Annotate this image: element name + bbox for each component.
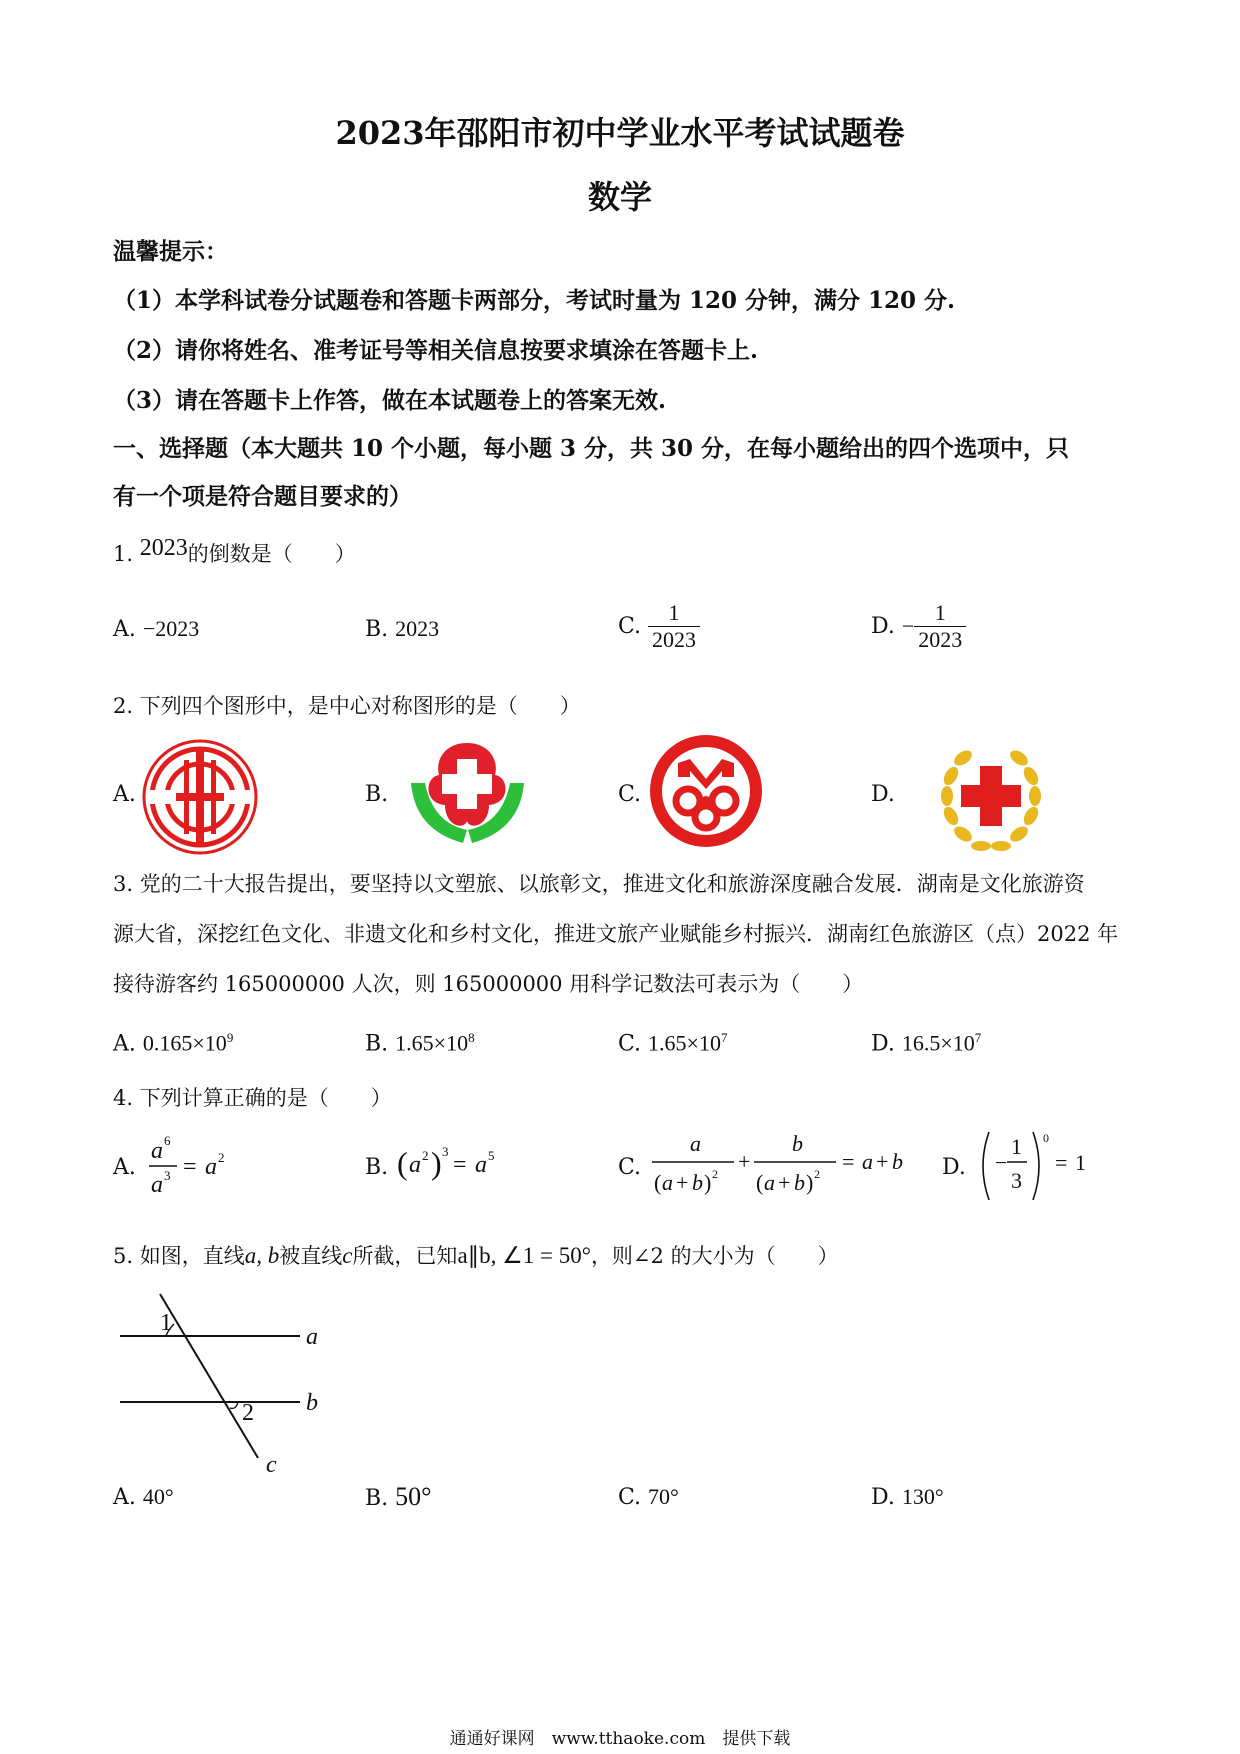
footer-source: 通通好课网 www.tthaoke.com 提供下载 [449, 1729, 791, 1749]
option-letter: A. [113, 617, 136, 642]
q5-stem [113, 1240, 839, 1270]
tip-3: （3）请在答题卡上作答，做在本试题卷上的答案无效. [113, 387, 667, 414]
q5-condition: a∥b, ∠1 = 50° [457, 1243, 591, 1268]
option-letter: B. [365, 1486, 389, 1511]
svg-text:1: 1 [1075, 1150, 1086, 1175]
q5-option-c[interactable] [618, 1484, 679, 1510]
svg-text:(: ( [756, 1170, 764, 1195]
exponent: 7 [974, 1030, 982, 1045]
fraction [914, 600, 966, 653]
q1-value: 2023 [139, 535, 188, 561]
option-value: 1.65×10 [648, 1030, 721, 1056]
svg-text:3: 3 [164, 1168, 171, 1183]
option-letter: B. [365, 617, 389, 642]
q4-option-c-letter: C. [618, 1155, 642, 1180]
q1-option-a[interactable] [113, 616, 199, 642]
svg-text:2: 2 [712, 1167, 718, 1181]
q2-option-b-logo[interactable] [405, 735, 530, 851]
option-letter: A. [113, 1485, 136, 1510]
q1-option-b[interactable] [365, 616, 439, 642]
svg-text:0: 0 [1043, 1131, 1049, 1145]
svg-text:=: = [453, 1152, 467, 1178]
svg-text:3: 3 [1011, 1168, 1022, 1193]
svg-text:6: 6 [164, 1133, 171, 1148]
exponent: 9 [226, 1030, 234, 1045]
numerator: 1 [648, 600, 700, 627]
q4-option-d-formula[interactable] [975, 1124, 1095, 1208]
option-value: −2023 [142, 616, 200, 641]
q2-option-c-letter: C. [618, 782, 642, 807]
option-value: 0.165×10 [142, 1030, 227, 1056]
tip-2: （2）请你将姓名、准考证号等相关信息按要求填涂在答题卡上. [113, 337, 759, 364]
svg-text:+: + [676, 1170, 689, 1195]
svg-text:2: 2 [218, 1150, 225, 1165]
svg-text:): ) [704, 1170, 712, 1195]
q1-option-c[interactable] [618, 600, 700, 653]
svg-text:+: + [738, 1149, 751, 1174]
q5-line-c: c [342, 1243, 353, 1268]
svg-text:a: a [205, 1154, 217, 1180]
option-letter: C. [618, 614, 642, 639]
option-letter: D. [871, 1485, 895, 1510]
svg-text:2: 2 [422, 1148, 429, 1163]
q2-option-c-logo[interactable] [648, 733, 764, 849]
q1-option-d[interactable] [871, 600, 966, 653]
svg-text:b: b [692, 1170, 703, 1195]
svg-text:a: a [151, 1138, 163, 1164]
svg-text:=: = [183, 1154, 197, 1180]
tip-1: （1）本学科试卷分试题卷和答题卡两部分，考试时量为 120 分钟，满分 120 分. [113, 287, 956, 314]
svg-text:b: b [892, 1149, 903, 1174]
svg-text:(: ( [397, 1145, 408, 1181]
q2-option-a-logo[interactable] [141, 738, 259, 856]
svg-text:b: b [792, 1131, 803, 1156]
q3-option-a[interactable] [113, 1030, 233, 1056]
q3-option-c[interactable] [618, 1030, 727, 1056]
q4-option-b-formula[interactable] [395, 1140, 515, 1190]
q1-number: 1. [113, 542, 134, 566]
q5-text: ，则∠2 的大小为（ ） [590, 1244, 839, 1268]
exam-title: 2023年邵阳市初中学业水平考试试题卷 [335, 114, 905, 152]
q2-stem: 2. 下列四个图形中，是中心对称图形的是（ ） [113, 694, 581, 718]
q5-option-b[interactable] [365, 1482, 432, 1512]
q5-text: 5. 如图，直线 [113, 1244, 245, 1268]
svg-text:): ) [806, 1170, 814, 1195]
q4-option-c-formula[interactable] [648, 1124, 928, 1208]
svg-text:+: + [876, 1149, 889, 1174]
svg-text:a: a [862, 1149, 873, 1174]
svg-text:a: a [690, 1131, 701, 1156]
q4-option-a-formula[interactable] [145, 1128, 245, 1208]
svg-text:(: ( [654, 1170, 662, 1195]
q2-option-b-letter: B. [365, 782, 389, 807]
q2-option-d-letter: D. [871, 782, 895, 807]
svg-text:3: 3 [442, 1144, 449, 1159]
option-value: 40° [142, 1484, 174, 1509]
option-value: 130° [901, 1484, 944, 1509]
option-value: 1.65×10 [395, 1030, 469, 1056]
option-letter: D. [871, 1031, 895, 1057]
svg-text:a: a [151, 1172, 163, 1198]
svg-text:−: − [995, 1150, 1008, 1175]
svg-text:a: a [475, 1152, 487, 1178]
q5-text: 被直线 [279, 1244, 343, 1268]
minus-sign: − [901, 613, 915, 639]
svg-text:): ) [431, 1145, 442, 1181]
q5-figure [110, 1290, 330, 1475]
svg-text:b: b [794, 1170, 805, 1195]
q3-stem-line3: 接待游客约 165000000 人次，则 165000000 用科学记数法可表示为（ ） [113, 972, 864, 996]
q3-stem-line1: 3. 党的二十大报告提出，要坚持以文塑旅、以旅彰文，推进文化和旅游深度融合发展．湖南是文化旅游资 [113, 872, 1085, 896]
line-c-label: c [266, 1452, 277, 1475]
q3-stem-line2: 源大省，深挖红色文化、非遗文化和乡村文化，推进文旅产业赋能乡村振兴．湖南红色旅游区（点）2022 年 [113, 922, 1119, 946]
svg-text:a: a [764, 1170, 775, 1195]
option-value: 50° [395, 1482, 432, 1511]
option-value: 2023 [395, 616, 440, 641]
option-letter: A. [113, 1031, 136, 1057]
svg-text:+: + [778, 1170, 791, 1195]
q1-text: 的倒数是（ ） [187, 542, 356, 566]
section-heading-line1: 一、选择题（本大题共 10 个小题，每小题 3 分，共 30 分，在每小题给出的四个选项中，只 [113, 435, 1070, 462]
subject-title: 数学 [587, 178, 652, 216]
option-value: 70° [648, 1484, 679, 1509]
q5-text: 所截，已知 [352, 1244, 458, 1268]
option-letter: C. [618, 1485, 642, 1510]
q5-option-d[interactable] [871, 1484, 944, 1510]
q2-option-d-logo[interactable] [933, 738, 1049, 854]
svg-text:a: a [662, 1170, 673, 1195]
exponent: 8 [468, 1030, 475, 1045]
option-letter: D. [871, 614, 895, 639]
q1-stem [113, 535, 356, 568]
q4-option-d-letter: D. [942, 1155, 966, 1180]
exponent: 7 [720, 1030, 728, 1045]
q3-option-d[interactable] [871, 1030, 981, 1056]
angle-2-label: 2 [242, 1400, 254, 1426]
q4-option-a-letter: A. [113, 1155, 136, 1180]
q4-stem: 4. 下列计算正确的是（ ） [113, 1086, 392, 1110]
line-b-label: b [306, 1390, 318, 1416]
option-letter: C. [618, 1031, 642, 1057]
svg-text:=: = [1055, 1150, 1068, 1175]
q5-lines-ab: a, b [244, 1243, 280, 1268]
svg-text:1: 1 [1011, 1134, 1022, 1159]
numerator: 1 [914, 600, 966, 627]
svg-text:a: a [409, 1152, 421, 1178]
section-heading-line2: 有一个项是符合题目要求的） [113, 483, 412, 510]
line-a-label: a [306, 1324, 318, 1350]
option-value: 16.5×10 [901, 1030, 975, 1056]
tips-heading: 温馨提示： [113, 238, 228, 265]
q3-option-b[interactable] [365, 1030, 475, 1056]
option-letter: B. [365, 1031, 389, 1057]
q2-option-a-letter: A. [113, 782, 136, 807]
line-c [160, 1294, 258, 1458]
fraction [648, 600, 700, 653]
svg-text:5: 5 [488, 1148, 495, 1163]
denominator: 2023 [918, 627, 963, 652]
q5-option-a[interactable] [113, 1484, 174, 1510]
svg-text:2: 2 [814, 1167, 820, 1181]
angle-1-label: 1 [160, 1310, 172, 1336]
q4-option-b-letter: B. [365, 1155, 389, 1180]
svg-text:=: = [842, 1149, 855, 1174]
denominator: 2023 [652, 627, 697, 652]
